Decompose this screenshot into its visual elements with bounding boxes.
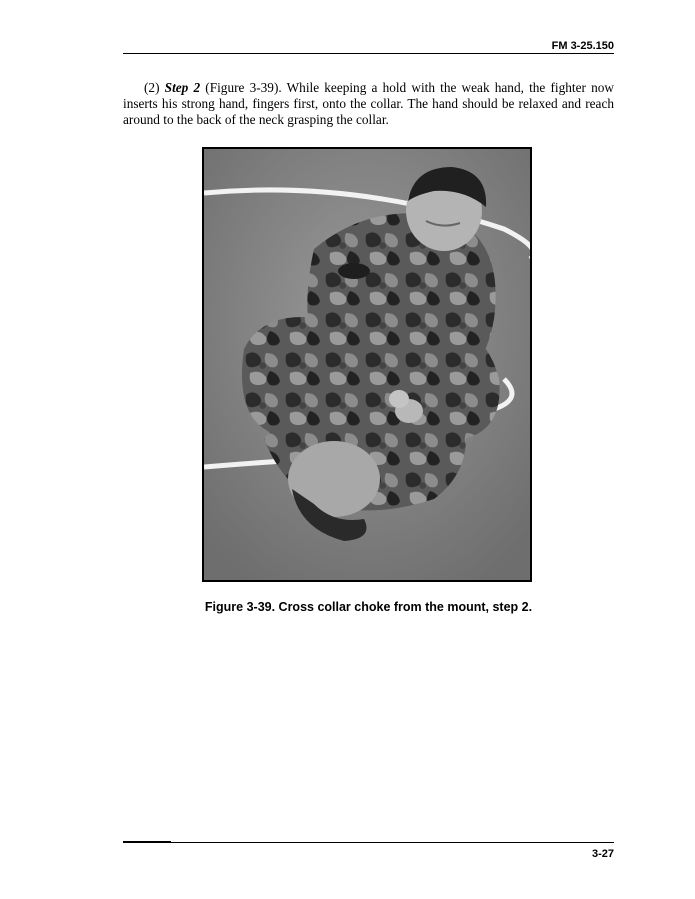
step-label: Step 2 bbox=[164, 80, 201, 95]
page-number: 3-27 bbox=[591, 848, 614, 860]
top-fighter-strong-hand bbox=[389, 390, 409, 408]
header-rule bbox=[123, 53, 614, 54]
paragraph-body: (Figure 3-39). While keeping a hold with the weak hand, the fighter now inserts his strong hand, fingers first, onto the collar. The hand should be relaxed and reach around to the back of the neck grasping the collar. bbox=[123, 80, 614, 127]
photo-illustration bbox=[204, 149, 530, 580]
step-paragraph bbox=[123, 80, 614, 128]
figure-photo bbox=[202, 147, 532, 582]
shoulder-patch bbox=[338, 263, 370, 279]
footer-rule bbox=[123, 842, 614, 843]
manual-code: FM 3-25.150 bbox=[551, 40, 614, 52]
paragraph-number: (2) bbox=[144, 80, 160, 95]
figure-caption: Figure 3-39. Cross collar choke from the mount, step 2. bbox=[204, 600, 533, 614]
